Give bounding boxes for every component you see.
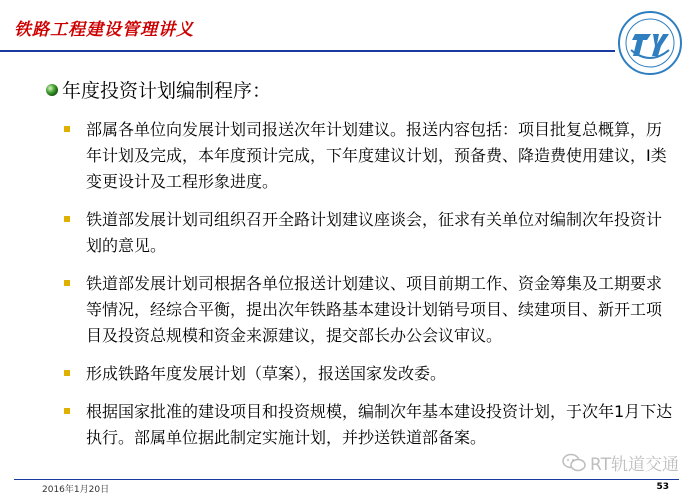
- square-bullet-icon: [64, 408, 70, 414]
- footer-rule: [14, 479, 679, 480]
- header-rule: [0, 50, 615, 52]
- list-item: [64, 271, 674, 349]
- section-title: 年度投资计划编制程序：: [62, 80, 272, 102]
- square-bullet-icon: [64, 126, 70, 132]
- list-item: [64, 117, 674, 195]
- list-item: [64, 399, 674, 451]
- section-heading: [44, 76, 271, 103]
- header-title: 铁路工程建设管理讲义: [14, 20, 194, 40]
- square-bullet-icon: [64, 216, 70, 222]
- list-item: [64, 361, 674, 387]
- square-bullet-icon: [64, 370, 70, 376]
- page-number: 53: [656, 482, 669, 492]
- square-bullet-icon: [64, 280, 70, 286]
- bullet-text: 铁道部发展计划司组织召开全路计划建议座谈会，征求有关单位对编制次年投资计划的意见。: [86, 210, 663, 255]
- wechat-icon: [562, 453, 586, 473]
- watermark-text: RT轨道交通: [590, 455, 679, 475]
- bullet-text: 根据国家批准的建设项目和投资规模，编制次年基本建设投资计划，于次年1月下达执行。部属单位据此制定实施计划，并抄送铁道部备案。: [86, 402, 673, 447]
- green-orb-bullet-icon: [44, 82, 60, 98]
- bullet-list: [64, 117, 674, 463]
- bullet-text: 形成铁路年度发展计划（草案），报送国家发改委。: [86, 364, 447, 383]
- footer-date: 2016年1月20日: [42, 485, 110, 495]
- list-item: [64, 207, 674, 259]
- bullet-text: 铁道部发展计划司根据各单位报送计划建议、项目前期工作、资金筹集及工期要求等情况，经综合平衡，提出次年铁路基本建设计划销号项目、续建项目、新开工项目及投资总规模和资金来源建议，提交部长办公会议审议。: [86, 274, 663, 345]
- watermark: [562, 450, 679, 475]
- university-logo-icon: [617, 10, 683, 76]
- bullet-text: 部属各单位向发展计划司报送次年计划建议。报送内容包括：项目批复总概算，历年计划及完成，本年度预计完成，下年度建议计划，预备费、降造费使用建议，Ⅰ类变更设计及工程形象进度。: [86, 120, 667, 191]
